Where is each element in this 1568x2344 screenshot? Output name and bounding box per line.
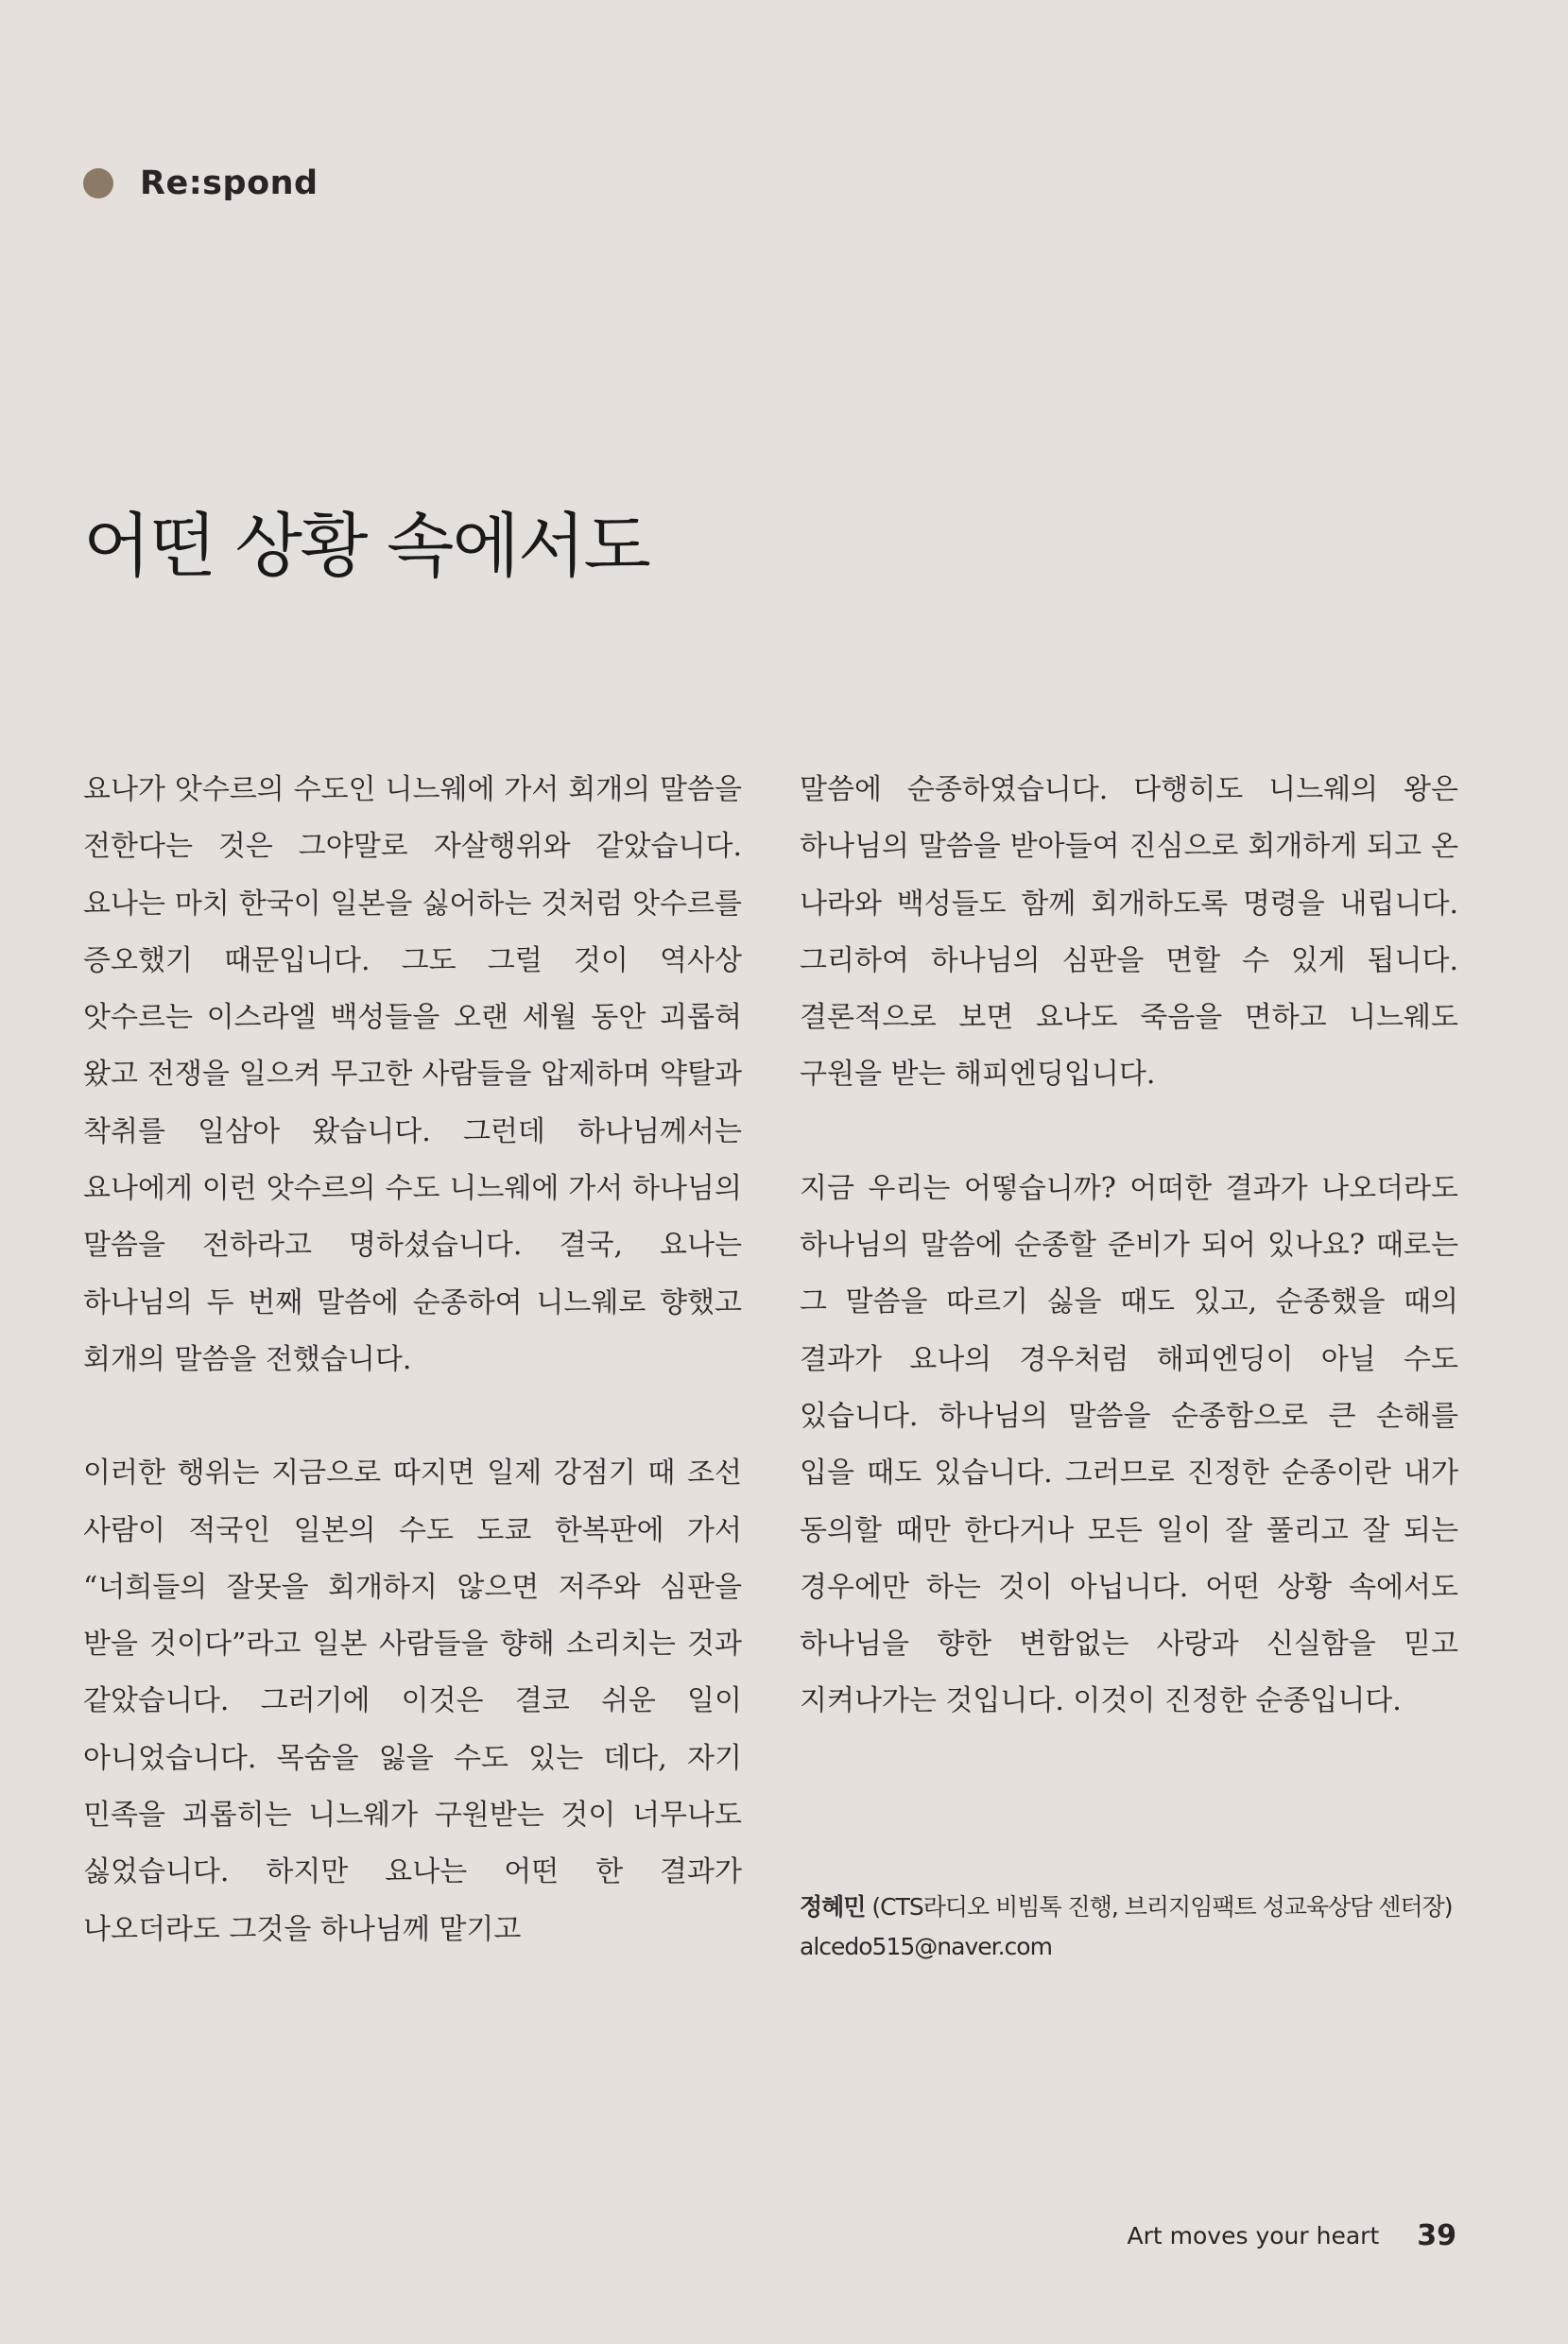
- footer-tagline: Art moves your heart: [1127, 2221, 1380, 2249]
- article-paragraph: 지금 우리는 어떻습니까? 어떠한 결과가 나오더라도 하나님의 말씀에 순종할 준비가 되어 있나요? 때로는 그 말씀을 따르기 싫을 때도 있고, 순종했을 때의 결과가 요나의 경우처럼 해피엔딩이 아닐 수도 있습니다. 하나님의 말씀을 순종함으로 큰 손해를 입을 때도 있습니다. 그러므로 진정한 순종이란 내가 동의할 때만 한다거나 모든 일이 잘 풀리고 잘 되는 경우에만 하는 것이 아닙니다. 어떤 상황 속에서도 하나님을 향한 변함없는 사랑과 신실함을 믿고 지켜나가는 것입니다. 이것이 진정한 순종입니다.: [800, 1171, 1458, 1718]
- page-footer: [1128, 2215, 1456, 2256]
- section-label: Re:spond: [140, 164, 319, 202]
- section-dot-icon: [83, 168, 113, 198]
- article-paragraph: 요나가 앗수르의 수도인 니느웨에 가서 회개의 말씀을 전한다는 것은 그야말로 자살행위와 같았습니다. 요나는 마치 한국이 일본을 싫어하는 것처럼 앗수르를 증오했기 때문입니다. 그도 그럴 것이 역사상 앗수르는 이스라엘 백성들을 오랜 세월 동안 괴롭혀 왔고 전쟁을 일으켜 무고한 사람들을 압제하며 약탈과 착취를 일삼아 왔습니다. 그런데 하나님께서는 요나에게 이런 앗수르의 수도 니느웨에 가서 하나님의 말씀을 전하라고 명하셨습니다. 결국, 요나는 하나님의 두 번째 말씀에 순종하여 니느웨로 향했고 회개의 말씀을 전했습니다.: [83, 773, 742, 1376]
- article-paragraph: 이러한 행위는 지금으로 따지면 일제 강점기 때 조선 사람이 적국인 일본의 수도 도쿄 한복판에 가서 “너희들의 잘못을 회개하지 않으면 저주와 심판을 받을 것이다”라고 일본 사람들을 향해 소리치는 것과 같았습니다. 그러기에 이것은 결코 쉬운 일이 아니었습니다. 목숨을 잃을 수도 있는 데다, 자기 민족을 괴롭히는 니느웨가 구원받는 것이 너무나도 싫었습니다. 하지만 요나는 어떤 한 결과가 나오더라도 그것을 하나님께 맡기고: [83, 1456, 742, 1946]
- page-number: 39: [1417, 2218, 1456, 2252]
- article-right-column: [800, 762, 1458, 1731]
- section-tag: [83, 163, 319, 204]
- author-credit: [800, 1887, 1480, 1967]
- author-email: alcedo515@naver.com: [800, 1933, 1052, 1960]
- article-title: 어떤 상황 속에서도: [83, 506, 649, 587]
- article-paragraph: 말씀에 순종하였습니다. 다행히도 니느웨의 왕은 하나님의 말씀을 받아들여 진심으로 회개하게 되고 온 나라와 백성들도 함께 회개하도록 명령을 내립니다. 그리하여 하나님의 심판을 면할 수 있게 됩니다. 결론적으로 보면 요나도 죽음을 면하고 니느웨도 구원을 받는 해피엔딩입니다.: [800, 773, 1458, 1092]
- author-affiliation: (CTS라디오 비빔톡 진행, 브리지임팩트 성교육상담 센터장): [865, 1893, 1453, 1921]
- article-left-column: [83, 762, 742, 1958]
- author-name: 정혜민: [800, 1893, 866, 1921]
